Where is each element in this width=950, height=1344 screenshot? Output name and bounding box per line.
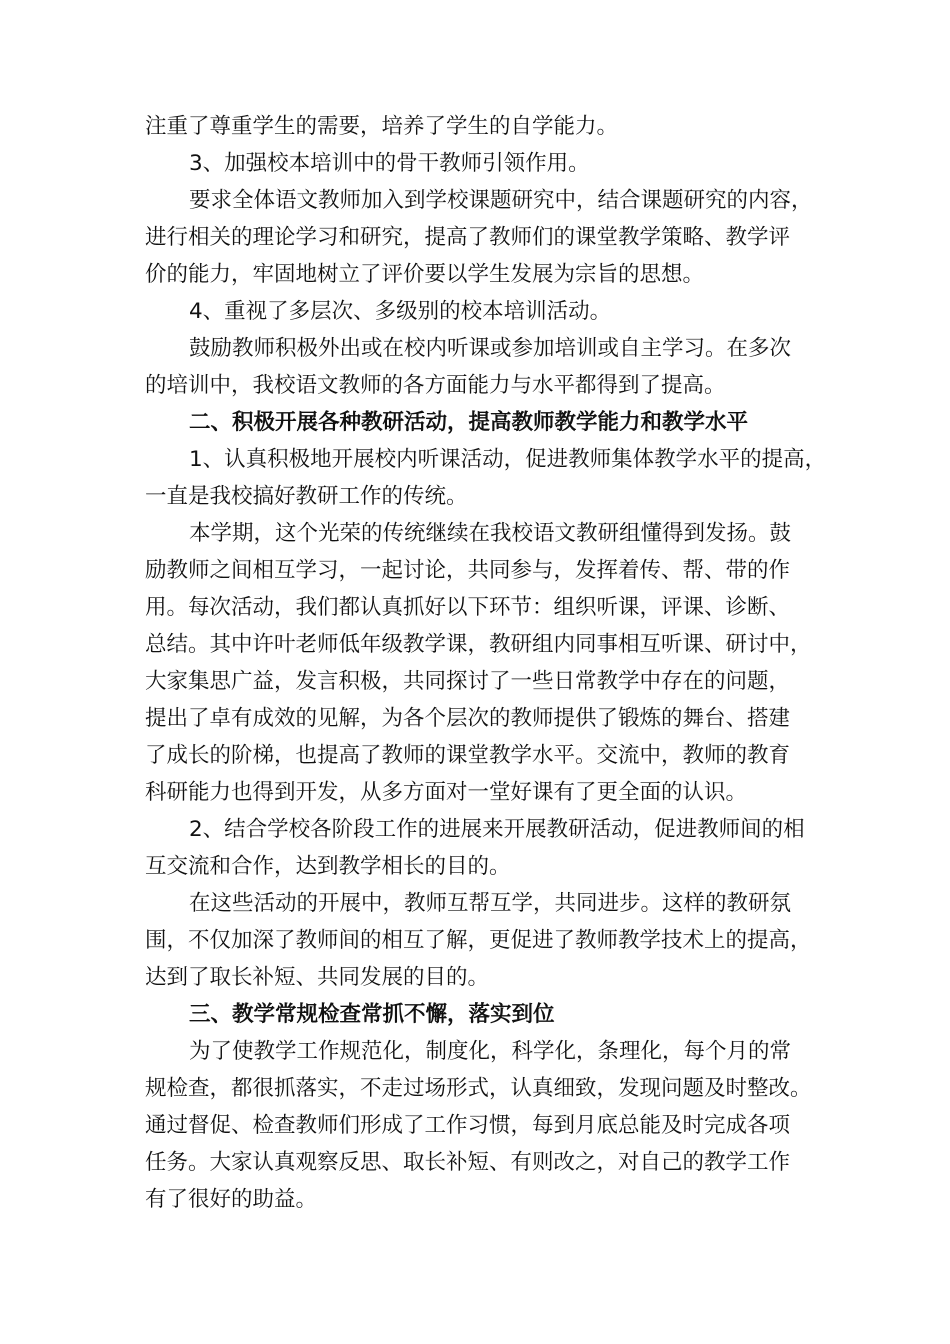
list-item-heading: 2、结合学校各阶段工作的进展来开展教研活动，促进教师间的相 <box>189 817 805 842</box>
text-line: 进行相关的理论学习和研究，提高了教师们的课堂教学策略、教学评 <box>145 225 791 250</box>
text-line: 达到了取长补短、共同发展的目的。 <box>145 965 490 990</box>
text-line: 价的能力，牢固地树立了评价要以学生发展为宗旨的思想。 <box>145 262 705 287</box>
text-line: 有了很好的助益。 <box>145 1187 318 1212</box>
text-line: 大家集思广益，发言积极，共同探讨了一些日常教学中存在的问题， <box>145 669 791 694</box>
paragraph-start: 在这些活动的开展中，教师互帮互学，共同进步。这样的教研氛 <box>189 891 792 916</box>
text-line: 规检查，都很抓落实，不走过场形式，认真细致，发现问题及时整改。 <box>145 1076 812 1101</box>
section-heading: 三、教学常规检查常抓不懈，落实到位 <box>189 1002 555 1027</box>
text-line: 一直是我校搞好教研工作的传统。 <box>145 484 468 509</box>
list-item-heading: 1、认真积极地开展校内听课活动，促进教师集体教学水平的提高， <box>189 447 827 472</box>
text-line: 围，不仅加深了教师间的相互了解，更促进了教师教学技术上的提高， <box>145 928 812 953</box>
text-line: 励教师之间相互学习，一起讨论，共同参与，发挥着传、帮、带的作 <box>145 558 791 583</box>
paragraph-start: 为了使教学工作规范化，制度化，科学化，条理化，每个月的常 <box>189 1039 792 1064</box>
section-heading: 二、积极开展各种教研活动，提高教师教学能力和教学水平 <box>189 410 749 435</box>
text-line: 通过督促、检查教师们形成了工作习惯，每到月底总能及时完成各项 <box>145 1113 791 1138</box>
text-line: 总结。其中许叶老师低年级教学课，教研组内同事相互听课、研讨中， <box>145 632 812 657</box>
list-item-heading: 3、加强校本培训中的骨干教师引领作用。 <box>189 151 590 176</box>
text-line: 了成长的阶梯，也提高了教师的课堂教学水平。交流中，教师的教育 <box>145 743 791 768</box>
text-line: 任务。大家认真观察反思、取长补短、有则改之，对自己的教学工作 <box>145 1150 791 1175</box>
text-line: 的培训中，我校语文教师的各方面能力与水平都得到了提高。 <box>145 373 726 398</box>
text-line: 用。每次活动，我们都认真抓好以下环节：组织听课，评课、诊断、 <box>145 595 791 620</box>
paragraph-start: 要求全体语文教师加入到学校课题研究中，结合课题研究的内容， <box>189 188 813 213</box>
text-line: 科研能力也得到开发，从多方面对一堂好课有了更全面的认识。 <box>145 780 748 805</box>
paragraph-start: 本学期，这个光荣的传统继续在我校语文教研组懂得到发扬。鼓 <box>189 521 792 546</box>
text-line: 互交流和合作，达到教学相长的目的。 <box>145 854 511 879</box>
list-item-heading: 4、重视了多层次、多级别的校本培训活动。 <box>189 299 612 324</box>
paragraph-start: 鼓励教师积极外出或在校内听课或参加培训或自主学习。在多次 <box>189 336 792 361</box>
text-line: 提出了卓有成效的见解，为各个层次的教师提供了锻炼的舞台、搭建 <box>145 706 791 731</box>
text-line: 注重了尊重学生的需要，培养了学生的自学能力。 <box>145 114 619 139</box>
